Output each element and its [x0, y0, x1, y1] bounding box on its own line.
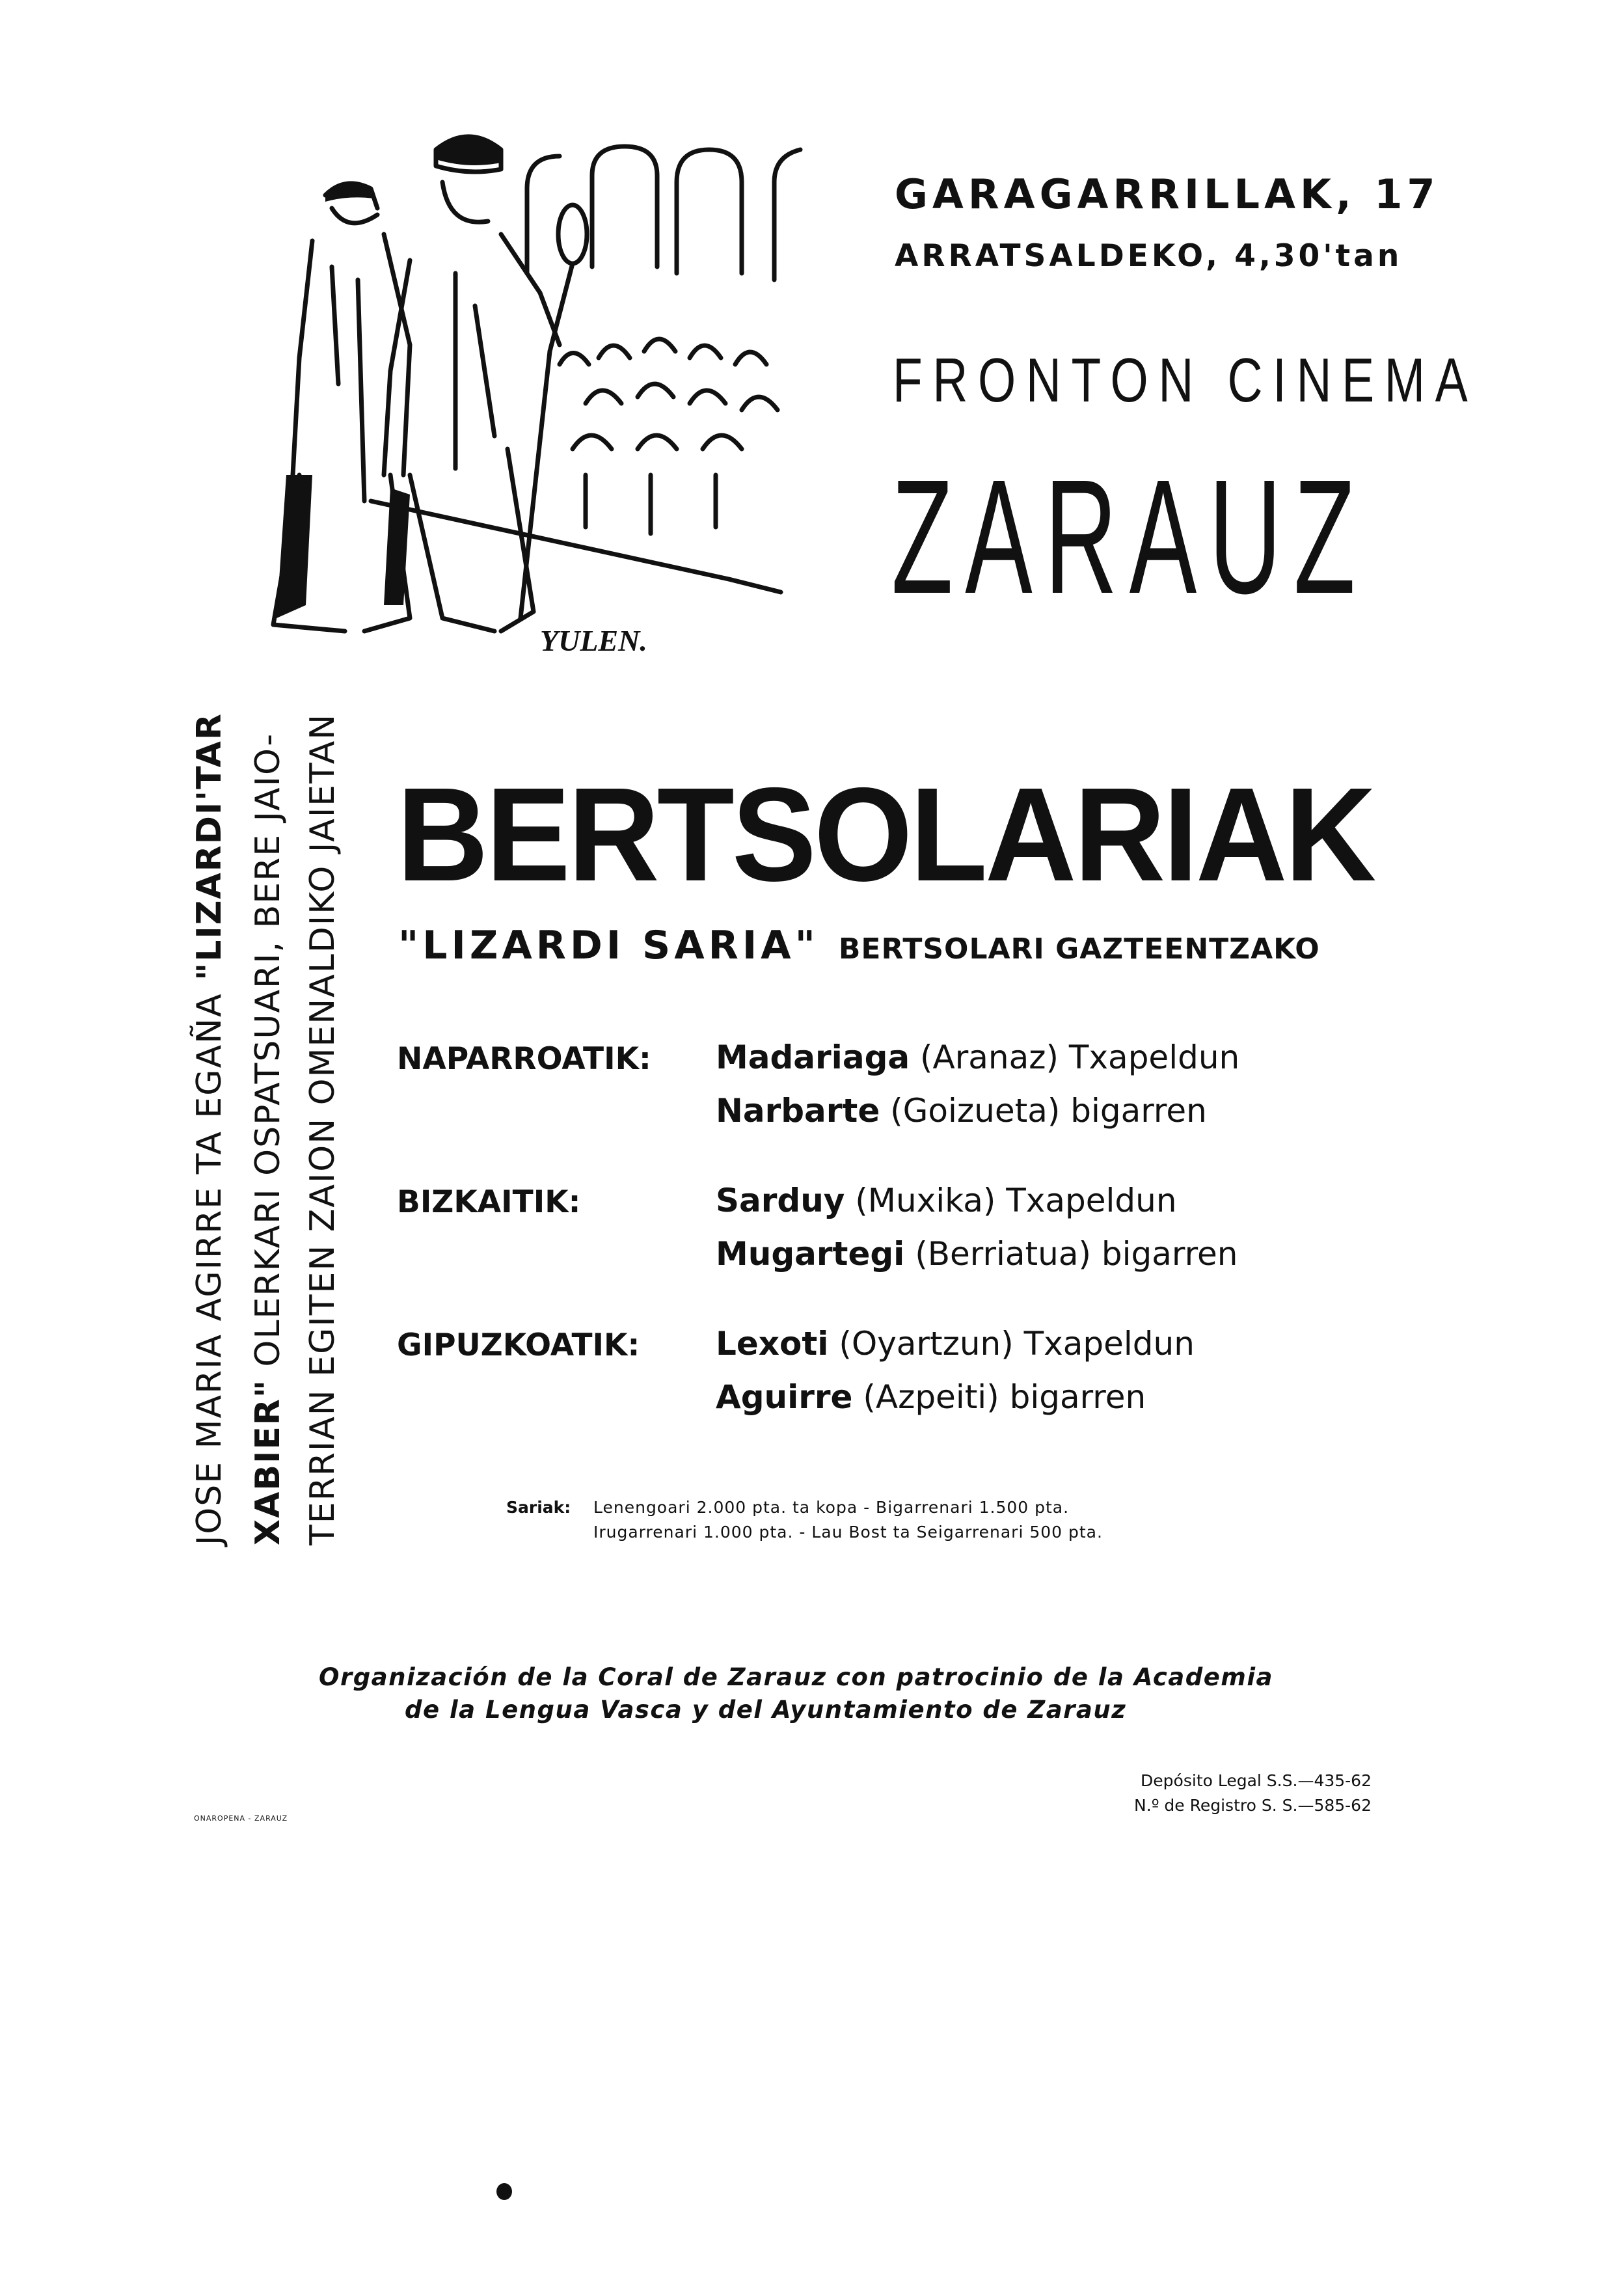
result-entry	[716, 1182, 1177, 1219]
award-name: "LIZARDI SARIA"	[398, 923, 819, 968]
organization-line-2: de la Lengua Vasca y del Ayuntamiento de Zarauz	[405, 1696, 1127, 1724]
dedication-line-1-text: JOSE MARIA AGIRRE TA EGAÑA	[190, 980, 229, 1545]
ink-dot	[496, 2183, 512, 2200]
bertsolari-name: Aguirre	[716, 1378, 853, 1416]
printer-credit: ONAROPENA - ZARAUZ	[194, 1814, 288, 1823]
event-date: GARAGARRILLAK, 17	[895, 170, 1440, 218]
prizes-line-1: Lenengoari 2.000 pta. ta kopa - Bigarrenari 1.500 pta.	[593, 1498, 1070, 1517]
result-entry	[716, 1378, 1146, 1416]
event-time: ARRATSALDEKO, 4,30'tan	[895, 238, 1403, 274]
bertsolari-place: (Goizueta)	[890, 1092, 1061, 1130]
registry-number: N.º de Registro S. S.—585-62	[1134, 1796, 1372, 1815]
dedication-line-3: TERRIAN EGITEN ZAION OMENALDIKO JAIETAN	[303, 713, 342, 1545]
prizes-label: Sariak:	[506, 1498, 571, 1517]
dedication-line-2-bold: XABIER"	[249, 1379, 288, 1545]
bertsolari-performers-illustration	[195, 111, 859, 657]
result-entry	[716, 1325, 1195, 1363]
bertsolari-name: Narbarte	[716, 1092, 880, 1130]
bertsolari-rank: bigarren	[1101, 1235, 1238, 1273]
result-entry	[716, 1039, 1239, 1076]
award-category: BERTSOLARI GAZTEENTZAKO	[838, 932, 1320, 966]
dedication-line-2-text: OLERKARI OSPATSUARI, BERE JAIO-	[249, 732, 288, 1379]
region-label: BIZKAITIK:	[397, 1184, 581, 1220]
bertsolari-rank: bigarren	[1070, 1092, 1207, 1130]
result-entry	[716, 1235, 1238, 1273]
bertsolari-place: (Berriatua)	[915, 1235, 1091, 1273]
bertsolari-name: Lexoti	[716, 1325, 829, 1363]
bertsolari-rank: Txapeldun	[1006, 1182, 1177, 1219]
event-venue: FRONTON CINEMA	[893, 346, 1478, 415]
bertsolari-name: Madariaga	[716, 1039, 910, 1076]
dedication-line-1	[190, 713, 229, 1545]
organization-line-1: Organización de la Coral de Zarauz con patrocinio de la Academia	[319, 1663, 1274, 1691]
bertsolari-rank: Txapeldun	[1068, 1039, 1240, 1076]
bertsolari-place: (Muxika)	[855, 1182, 996, 1219]
region-label: NAPARROATIK:	[397, 1041, 651, 1077]
poster-title: BERTSOLARIAK	[397, 760, 1374, 909]
bertsolari-place: (Azpeiti)	[863, 1378, 999, 1416]
illustrator-signature: YULEN.	[540, 624, 647, 657]
legal-deposit: Depósito Legal S.S.—435-62	[1141, 1771, 1372, 1790]
bertsolari-name: Mugartegi	[716, 1235, 905, 1273]
bertsolari-name: Sarduy	[716, 1182, 845, 1219]
bertsolari-rank: Txapeldun	[1023, 1325, 1195, 1363]
dedication-line-2	[249, 733, 288, 1545]
bertsolari-place: (Aranaz)	[920, 1039, 1059, 1076]
bertsolari-place: (Oyartzun)	[839, 1325, 1014, 1363]
dedication-line-1-bold: "LIZARDI'TAR	[190, 713, 229, 981]
bertsolari-rank: bigarren	[1009, 1378, 1146, 1416]
event-town: ZARAUZ	[891, 446, 1368, 627]
poster-subtitle	[398, 923, 1320, 968]
result-entry	[716, 1092, 1207, 1130]
prizes-line-2: Irugarrenari 1.000 pta. - Lau Bost ta Seigarrenari 500 pta.	[593, 1523, 1103, 1542]
region-label: GIPUZKOATIK:	[397, 1327, 640, 1363]
